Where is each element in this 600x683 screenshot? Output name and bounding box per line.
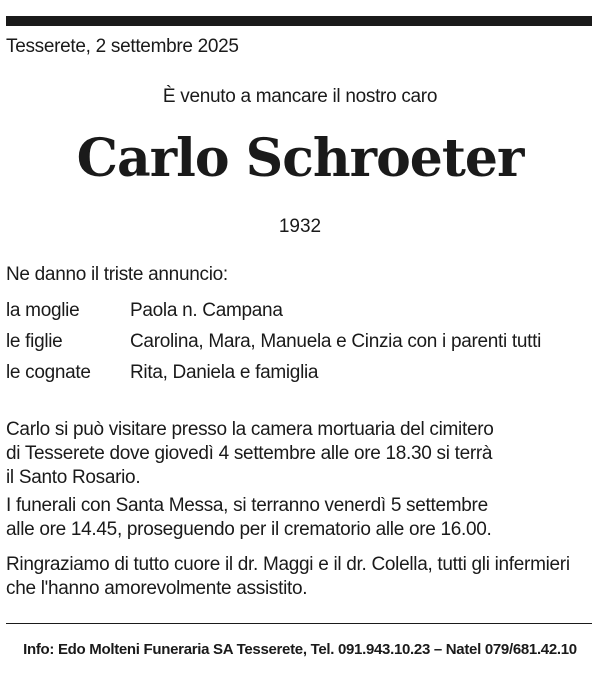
paragraph-line: il Santo Rosario. <box>6 467 141 488</box>
funeral-paragraph <box>6 494 596 542</box>
relative-label: le figlie <box>6 330 63 352</box>
paragraph-line: di Tesserete dove giovedì 4 settembre alle ore 18.30 si terrà <box>6 443 493 464</box>
thanks-paragraph <box>6 553 596 601</box>
top-rule <box>6 16 592 26</box>
funeral-home-info: Info: Edo Molteni Funeraria SA Tesserete, Tel. 091.943.10.23 – Natel 079/681.42.10 <box>23 641 577 658</box>
deceased-name: Carlo Schroeter <box>76 128 524 189</box>
paragraph-line: Ringraziamo di tutto cuore il dr. Maggi e il dr. Colella, tutti gli infermieri <box>6 554 570 575</box>
relative-names: Carolina, Mara, Manuela e Cinzia con i parenti tutti <box>130 330 542 352</box>
birth-year: 1932 <box>278 216 322 237</box>
relative-label: le cognate <box>6 361 91 383</box>
intro-text: È venuto a mancare il nostro caro <box>162 86 438 107</box>
relative-row <box>6 295 541 326</box>
relative-names: Paola n. Campana <box>130 299 283 321</box>
paragraph-line: alle ore 14.45, proseguendo per il crematorio alle ore 16.00. <box>6 519 492 540</box>
relative-row <box>6 357 541 388</box>
announcement-heading: Ne danno il triste annuncio: <box>6 264 228 285</box>
place-date: Tesserete, 2 settembre 2025 <box>6 36 239 57</box>
relatives-list <box>6 295 541 388</box>
paragraph-line: I funerali con Santa Messa, si terranno venerdì 5 settembre <box>6 495 488 516</box>
relative-names: Rita, Daniela e famiglia <box>130 361 319 383</box>
visitation-paragraph <box>6 418 596 490</box>
relative-row <box>6 326 541 357</box>
paragraph-line: Carlo si può visitare presso la camera mortuaria del cimitero <box>6 419 494 440</box>
paragraph-line: che l'hanno amorevolmente assistito. <box>6 578 308 599</box>
relative-label: la moglie <box>6 299 80 321</box>
bottom-rule <box>6 623 592 624</box>
